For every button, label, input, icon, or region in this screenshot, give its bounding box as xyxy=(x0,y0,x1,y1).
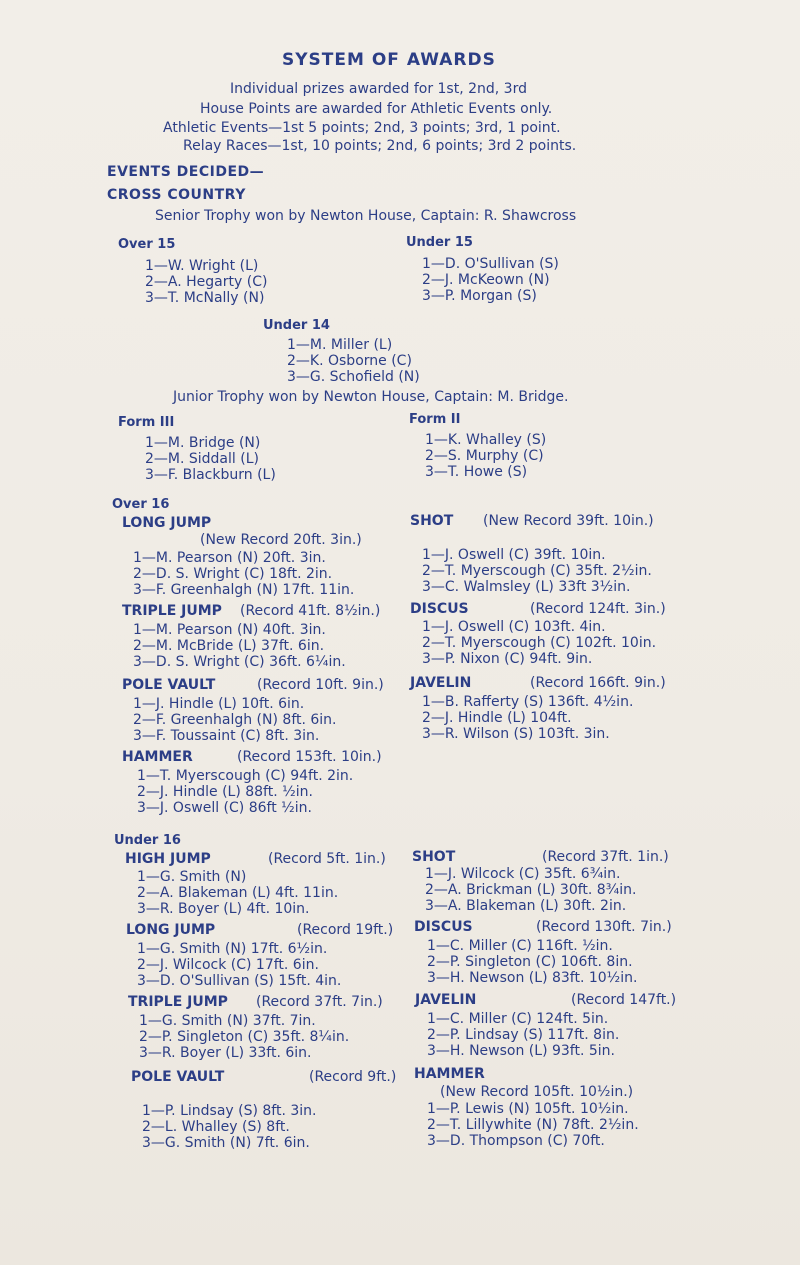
result-line: 1—J. Wilcock (C) 35ft. 6¾in. xyxy=(425,866,621,882)
result-line: 2—P. Singleton (C) 106ft. 8in. xyxy=(427,954,633,970)
intro-line: Relay Races—1st, 10 points; 2nd, 6 points; 3rd 2 points. xyxy=(183,138,577,154)
event-name: JAVELIN xyxy=(410,675,472,691)
result-line: 3—F. Greenhalgh (N) 17ft. 11in. xyxy=(133,582,355,598)
result-line: 3—H. Newson (L) 83ft. 10½in. xyxy=(427,970,638,986)
form3-label: Form III xyxy=(118,415,175,430)
event-record: (Record 41ft. 8½in.) xyxy=(240,603,381,619)
result-line: 1—C. Miller (C) 116ft. ½in. xyxy=(427,938,613,954)
result-line: 2—F. Greenhalgh (N) 8ft. 6in. xyxy=(133,712,337,728)
result-line: 1—C. Miller (C) 124ft. 5in. xyxy=(427,1011,609,1027)
result-line: 3—T. McNally (N) xyxy=(145,290,265,306)
result-line: 3—T. Howe (S) xyxy=(425,464,528,480)
result-line: 3—R. Boyer (L) 33ft. 6in. xyxy=(139,1045,312,1061)
result-line: 1—M. Bridge (N) xyxy=(145,435,261,451)
event-record: (New Record 39ft. 10in.) xyxy=(483,513,654,529)
under16-label: Under 16 xyxy=(114,833,181,848)
result-line: 2—T. Myerscough (C) 35ft. 2½in. xyxy=(422,563,652,579)
event-record: (Record 19ft.) xyxy=(297,922,394,938)
form2-label: Form II xyxy=(409,412,461,427)
result-line: 2—J. McKeown (N) xyxy=(422,272,550,288)
result-line: 3—J. Oswell (C) 86ft ½in. xyxy=(137,800,312,816)
result-line: 2—A. Blakeman (L) 4ft. 11in. xyxy=(137,885,339,901)
event-record: (Record 9ft.) xyxy=(309,1069,397,1085)
result-line: 3—F. Toussaint (C) 8ft. 3in. xyxy=(133,728,320,744)
result-line: 1—M. Miller (L) xyxy=(287,337,393,353)
result-line: 3—P. Morgan (S) xyxy=(422,288,537,304)
result-line: 2—M. McBride (L) 37ft. 6in. xyxy=(133,638,325,654)
event-name: SHOT xyxy=(412,849,456,865)
under15-label: Under 15 xyxy=(406,235,473,250)
result-line: 1—D. O'Sullivan (S) xyxy=(422,256,559,272)
result-line: 2—P. Singleton (C) 35ft. 8¼in. xyxy=(139,1029,350,1045)
event-name: HAMMER xyxy=(122,749,193,765)
result-line: 1—G. Smith (N) 37ft. 7in. xyxy=(139,1013,316,1029)
event-record: (Record 37ft. 1in.) xyxy=(542,849,669,865)
event-name: DISCUS xyxy=(414,919,473,935)
result-line: 1—P. Lindsay (S) 8ft. 3in. xyxy=(142,1103,317,1119)
intro-line: Athletic Events—1st 5 points; 2nd, 3 points; 3rd, 1 point. xyxy=(163,120,561,136)
result-line: 2—J. Hindle (L) 104ft. xyxy=(422,710,572,726)
result-line: 2—K. Osborne (C) xyxy=(287,353,412,369)
intro-line: Individual prizes awarded for 1st, 2nd, 3rd xyxy=(230,81,527,97)
event-name: HAMMER xyxy=(414,1066,485,1082)
result-line: 1—G. Smith (N) xyxy=(137,869,247,885)
junior-trophy-text: Junior Trophy won by Newton House, Captain: M. Bridge. xyxy=(173,389,569,405)
event-record: (Record 147ft.) xyxy=(571,992,677,1008)
result-line: 3—F. Blackburn (L) xyxy=(145,467,276,483)
result-line: 1—J. Hindle (L) 10ft. 6in. xyxy=(133,696,305,712)
event-name: TRIPLE JUMP xyxy=(128,994,228,1010)
result-line: 3—D. S. Wright (C) 36ft. 6¼in. xyxy=(133,654,346,670)
result-line: 1—M. Pearson (N) 40ft. 3in. xyxy=(133,622,326,638)
result-line: 3—P. Nixon (C) 94ft. 9in. xyxy=(422,651,593,667)
intro-line: House Points are awarded for Athletic Events only. xyxy=(200,101,553,117)
result-line: 2—J. Wilcock (C) 17ft. 6in. xyxy=(137,957,319,973)
result-line: 2—P. Lindsay (S) 117ft. 8in. xyxy=(427,1027,620,1043)
event-name: TRIPLE JUMP xyxy=(122,603,222,619)
event-record: (Record 10ft. 9in.) xyxy=(257,677,384,693)
result-line: 1—P. Lewis (N) 105ft. 10½in. xyxy=(427,1101,629,1117)
result-line: 1—G. Smith (N) 17ft. 6½in. xyxy=(137,941,328,957)
event-name: SHOT xyxy=(410,513,454,529)
result-line: 2—T. Myerscough (C) 102ft. 10in. xyxy=(422,635,657,651)
over16-label: Over 16 xyxy=(112,497,170,512)
event-name: LONG JUMP xyxy=(126,922,216,938)
result-line: 3—H. Newson (L) 93ft. 5in. xyxy=(427,1043,615,1059)
result-line: 2—D. S. Wright (C) 18ft. 2in. xyxy=(133,566,333,582)
event-record: (Record 130ft. 7in.) xyxy=(536,919,672,935)
over15-label: Over 15 xyxy=(118,237,176,252)
result-line: 3—A. Blakeman (L) 30ft. 2in. xyxy=(425,898,627,914)
result-line: 1—T. Myerscough (C) 94ft. 2in. xyxy=(137,768,354,784)
under14-label: Under 14 xyxy=(263,318,330,333)
senior-trophy-text: Senior Trophy won by Newton House, Captain: R. Shawcross xyxy=(155,208,577,224)
result-line: 3—C. Walmsley (L) 33ft 3½in. xyxy=(422,579,631,595)
cross-country-heading: CROSS COUNTRY xyxy=(107,187,246,203)
event-record: (Record 5ft. 1in.) xyxy=(268,851,386,867)
event-name: LONG JUMP xyxy=(122,515,212,531)
result-line: 2—A. Hegarty (C) xyxy=(145,274,268,290)
result-line: 1—B. Rafferty (S) 136ft. 4½in. xyxy=(422,694,634,710)
event-record: (Record 124ft. 3in.) xyxy=(530,601,666,617)
event-name: DISCUS xyxy=(410,601,469,617)
event-name: JAVELIN xyxy=(415,992,477,1008)
event-record: (New Record 20ft. 3in.) xyxy=(200,532,362,548)
result-line: 1—J. Oswell (C) 39ft. 10in. xyxy=(422,547,606,563)
event-name: POLE VAULT xyxy=(131,1069,225,1085)
result-line: 3—G. Smith (N) 7ft. 6in. xyxy=(142,1135,310,1151)
event-record: (New Record 105ft. 10½in.) xyxy=(440,1084,634,1100)
event-record: (Record 166ft. 9in.) xyxy=(530,675,666,691)
result-line: 1—K. Whalley (S) xyxy=(425,432,547,448)
result-line: 3—R. Boyer (L) 4ft. 10in. xyxy=(137,901,310,917)
result-line: 2—A. Brickman (L) 30ft. 8¾in. xyxy=(425,882,637,898)
result-line: 1—J. Oswell (C) 103ft. 4in. xyxy=(422,619,606,635)
result-line: 3—G. Schofield (N) xyxy=(287,369,420,385)
event-name: POLE VAULT xyxy=(122,677,216,693)
result-line: 1—M. Pearson (N) 20ft. 3in. xyxy=(133,550,326,566)
event-record: (Record 153ft. 10in.) xyxy=(237,749,382,765)
event-name: HIGH JUMP xyxy=(125,851,211,867)
result-line: 2—T. Lillywhite (N) 78ft. 2½in. xyxy=(427,1117,639,1133)
result-line: 3—D. Thompson (C) 70ft. xyxy=(427,1133,605,1149)
result-line: 2—L. Whalley (S) 8ft. xyxy=(142,1119,290,1135)
result-line: 3—D. O'Sullivan (S) 15ft. 4in. xyxy=(137,973,342,989)
result-line: 1—W. Wright (L) xyxy=(145,258,259,274)
result-line: 2—S. Murphy (C) xyxy=(425,448,544,464)
events-decided-heading: EVENTS DECIDED— xyxy=(107,164,265,180)
page-title: SYSTEM OF AWARDS xyxy=(282,50,496,70)
result-line: 2—M. Siddall (L) xyxy=(145,451,259,467)
result-line: 2—J. Hindle (L) 88ft. ½in. xyxy=(137,784,313,800)
event-record: (Record 37ft. 7in.) xyxy=(256,994,383,1010)
result-line: 3—R. Wilson (S) 103ft. 3in. xyxy=(422,726,610,742)
